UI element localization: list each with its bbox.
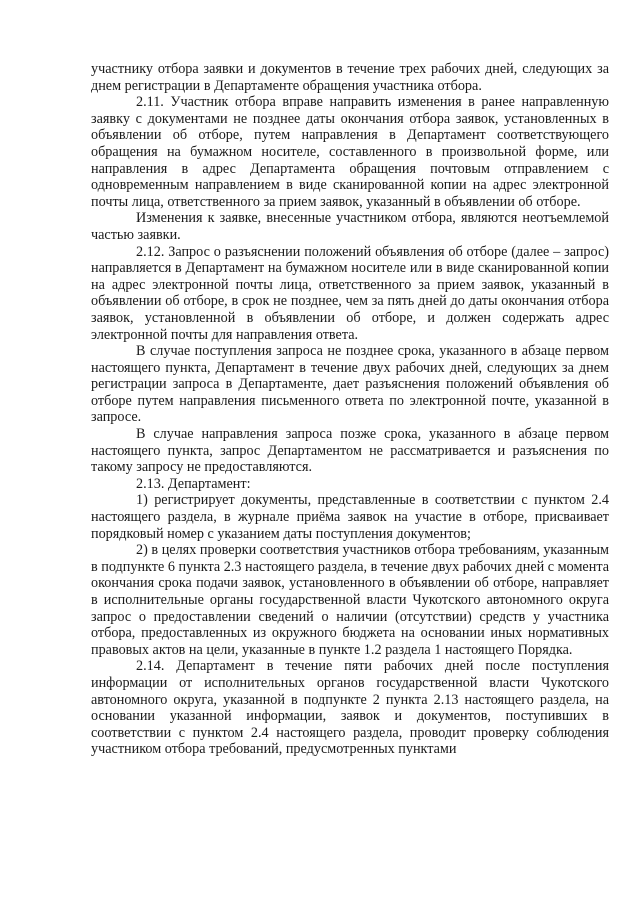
- document-body: [91, 61, 609, 758]
- paragraph-2-13-item-1: 1) регистрирует документы, представленные в соответствии с пунктом 2.4 настоящего раздела, в журнале приёма заявок на участие в отборе, присваивает порядковый номер с указанием даты поступления документов;: [91, 492, 609, 542]
- paragraph-2-12: 2.12. Запрос о разъяснении положений объявления об отборе (далее – запрос) направляется в Департамент на бумажном носителе или в виде сканированной копии на адрес электронной почты лица, ответственного за прием заявок, указанный в объявлении об отборе, в срок не позднее, чем за пять дней до даты окончания отбора заявок, установленной в объявлении об отборе, и должен содержать адрес электронной почты для направления ответа.: [91, 243, 609, 343]
- paragraph-2-13-item-2: 2) в целях проверки соответствия участников отбора требованиям, указанным в подпункте 6 пункта 2.3 настоящего раздела, в течение двух рабочих дней с момента окончания срока подачи заявок, установленного в объявлении об отборе, направляет в исполнительные органы государственной власти Чукотского автономного округа запрос о предоставлении сведений о наличии (отсутствии) средств у участника отбора, предоставленных из окружного бюджета на основании иных нормативных правовых актов на цели, указанные в пункте 1.2 раздела 1 настоящего Порядка.: [91, 542, 609, 658]
- paragraph-request-in-time: В случае поступления запроса не позднее срока, указанного в абзаце первом настоящего пункта, Департамент в течение двух рабочих дней, следующих за днем регистрации запроса в Департаменте, дает разъяснения положений объявления об отборе путем направления письменного ответа по электронной почте, указанной в запросе.: [91, 343, 609, 426]
- paragraph-2-13: 2.13. Департамент:: [136, 475, 251, 492]
- paragraph-request-late: В случае направления запроса позже срока, указанного в абзаце первом настоящего пункта, запрос Департаментом не рассматривается и разъяснения по такому запросу не предоставляются.: [91, 426, 609, 476]
- paragraph-continuation: участнику отбора заявки и документов в течение трех рабочих дней, следующих за днем регистрации в Департаменте обращения участника отбора.: [91, 61, 609, 94]
- paragraph-2-11: 2.11. Участник отбора вправе направить изменения в ранее направленную заявку с документами не позднее даты окончания отбора заявок, установленных в объявлении об отборе, путем направления в Департамент соответствующего обращения на бумажном носителе, составленного в произвольной форме, или направления в адрес Департамента обращения почтовым отправлением с одновременным направлением в виде сканированной копии на адрес электронной почты лица, ответственного за прием заявок, указанный в объявлении об отборе.: [91, 94, 609, 210]
- paragraph-2-14: 2.14. Департамент в течение пяти рабочих дней после поступления информации от исполнительных органов государственной власти Чукотского автономного округа, указанной в подпункте 2 пункта 2.13 настоящего раздела, на основании указанной информации, заявок и документов, поступивших в соответствии с пунктом 2.4 настоящего раздела, проводит проверку соблюдения участником отбора требований, предусмотренных пунктами: [91, 658, 609, 758]
- paragraph-changes: Изменения к заявке, внесенные участником отбора, являются неотъемлемой частью заявки.: [91, 210, 609, 243]
